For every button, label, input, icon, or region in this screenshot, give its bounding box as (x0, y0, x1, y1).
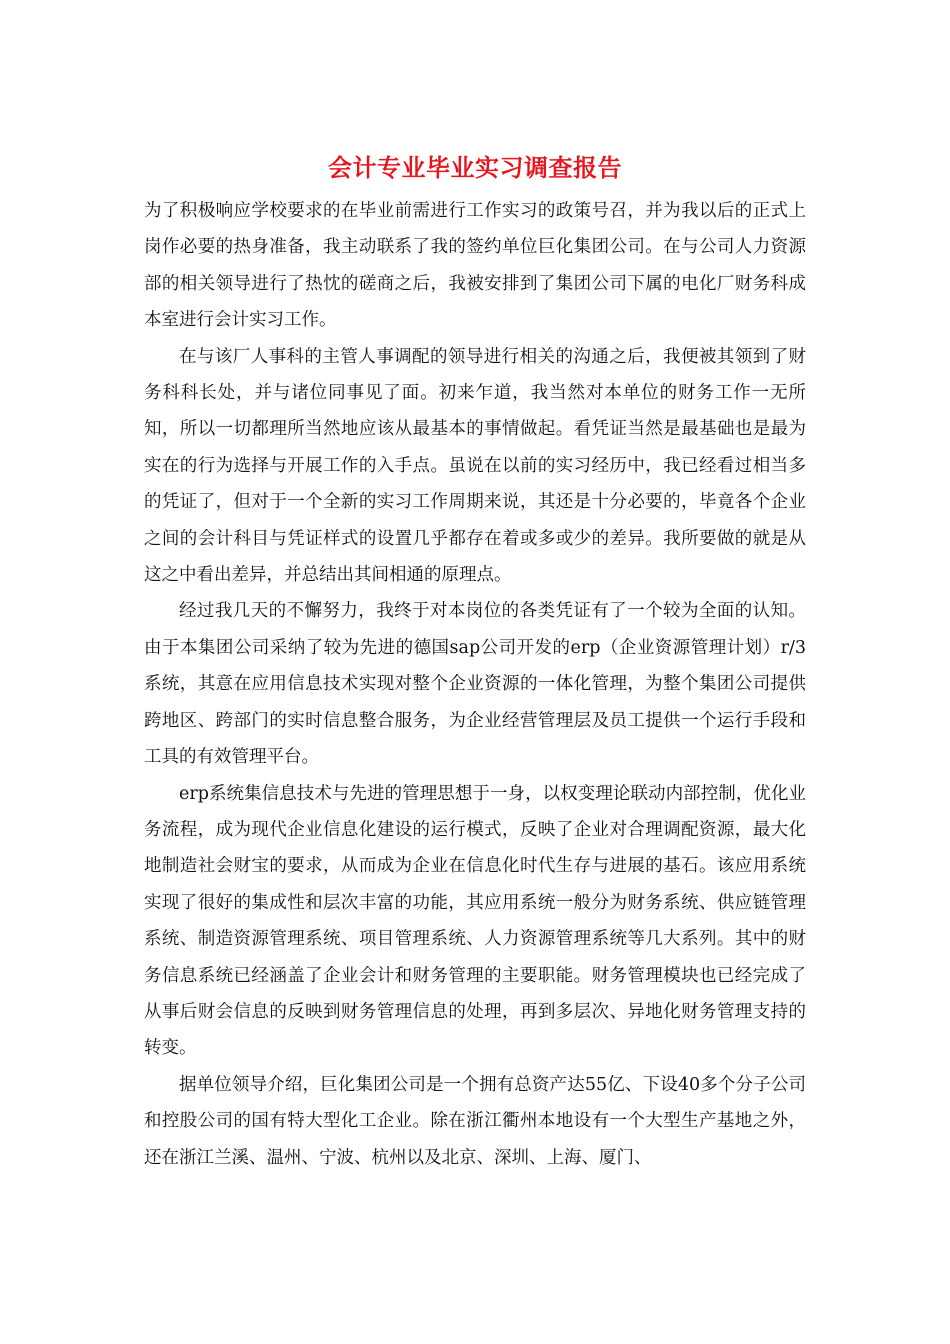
paragraph-1: 为了积极响应学校要求的在毕业前需进行工作实习的政策号召，并为我以后的正式上岗作必要的热身准备，我主动联系了我的签约单位巨化集团公司。在与公司人力资源部的相关领导进行了热忱的磋商之后，我被安排到了集团公司下属的电化厂财务科成本室进行会计实习工作。 (144, 201, 806, 331)
paragraph-5: 据单位领导介绍，巨化集团公司是一个拥有总资产达55亿、下设40多个分子公司和控股公司的国有特大型化工企业。除在浙江衢州本地设有一个大型生产基地之外，还在浙江兰溪、温州、宁波、杭州以及北京、深圳、上海、厦门、 (144, 1074, 806, 1168)
paragraph-4: erp系统集信息技术与先进的管理思想于一身，以权变理论联动内部控制，优化业务流程，成为现代企业信息化建设的运行模式，反映了企业对合理调配资源，最大化地制造社会财宝的要求，从而成为企业在信息化时代生存与进展的基石。该应用系统实现了很好的集成性和层次丰富的功能，其应用系统一般分为财务系统、供应链管理系统、制造资源管理系统、项目管理系统、人力资源管理系统等几大系列。其中的财务信息系统已经涵盖了企业会计和财务管理的主要职能。财务管理模块也已经完成了从事后财会信息的反映到财务管理信息的处理，再到多层次、异地化财务管理支持的转变。 (144, 783, 806, 1059)
document-title: 会计专业毕业实习调查报告 (328, 153, 622, 182)
document-body (144, 193, 806, 1176)
paragraph-3: 经过我几天的不懈努力，我终于对本岗位的各类凭证有了一个较为全面的认知。由于本集团公司采纳了较为先进的德国sap公司开发的erp（企业资源管理计划）r/3系统，其意在应用信息技术实现对整个企业资源的一体化管理，为整个集团公司提供跨地区、跨部门的实时信息整合服务，为企业经营管理层及员工提供一个运行手段和工具的有效管理平台。 (144, 601, 806, 768)
paragraph-2: 在与该厂人事科的主管人事调配的领导进行相关的沟通之后，我便被其领到了财务科科长处，并与诸位同事见了面。初来乍道，我当然对本单位的财务工作一无所知，所以一切都理所当然地应该从最基本的事情做起。看凭证当然是最基础也是最为实在的行为选择与开展工作的入手点。虽说在以前的实习经历中，我已经看过相当多的凭证了，但对于一个全新的实习工作周期来说，其还是十分必要的，毕竟各个企业之间的会计科目与凭证样式的设置几乎都存在着或多或少的差异。我所要做的就是从这之中看出差异，并总结出其间相通的原理点。 (144, 346, 806, 586)
